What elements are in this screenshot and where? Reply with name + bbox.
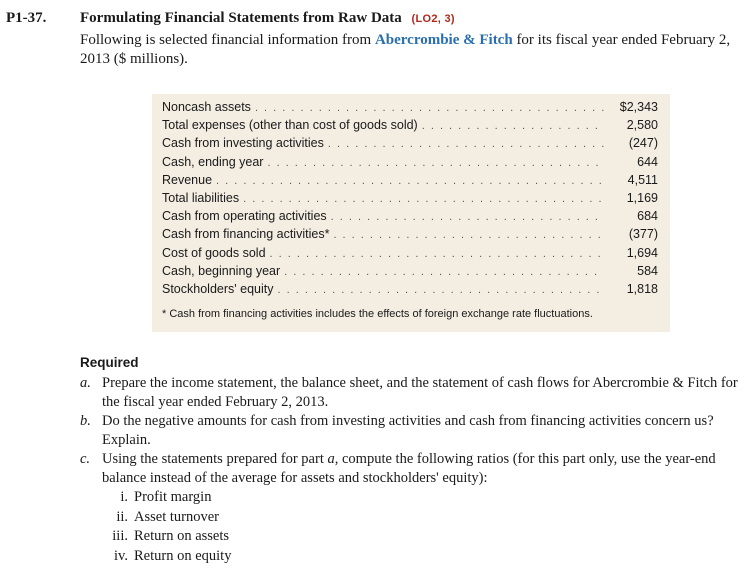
item-text <box>102 450 740 488</box>
required-item <box>80 412 740 450</box>
financial-data-table <box>162 100 658 300</box>
row-label: Stockholders' equity <box>162 281 274 296</box>
ratio-numeral: ii. <box>116 508 128 525</box>
row-value: 1,694 <box>626 245 658 260</box>
ratio-item <box>102 527 740 547</box>
ratio-item <box>102 508 740 528</box>
financial-data-panel <box>152 94 670 332</box>
table-row <box>162 282 658 300</box>
table-row <box>162 246 658 264</box>
row-label: Total expenses (other than cost of goods sold) <box>162 118 418 133</box>
row-value: 4,511 <box>627 172 658 187</box>
leader-dots <box>284 266 604 278</box>
row-label: Cost of goods sold <box>162 245 266 260</box>
problem-title-text: Formulating Financial Statements from Raw Data <box>80 10 402 26</box>
table-row <box>162 191 658 209</box>
leader-dots <box>270 248 604 260</box>
row-label: Cash from operating activities <box>162 209 327 224</box>
row-label: Cash from financing activities* <box>162 227 330 242</box>
row-value: 2,580 <box>626 118 658 133</box>
row-label: Noncash assets <box>162 100 251 114</box>
table-row <box>162 264 658 282</box>
problem-number: P1-37. <box>6 10 47 26</box>
row-label: Cash, ending year <box>162 154 264 169</box>
required-item <box>80 374 740 412</box>
row-value: $2,343 <box>619 100 658 114</box>
leader-dots <box>331 211 604 223</box>
item-letter: a. <box>80 375 91 391</box>
row-value: 1,169 <box>626 190 658 205</box>
table-row <box>162 100 658 118</box>
company-name: Abercrombie & Fitch <box>374 32 513 48</box>
problem-title <box>80 10 455 27</box>
item-letter: c. <box>80 451 91 467</box>
item-text-before: Using the statements prepared for part <box>102 451 328 467</box>
ratio-numeral: iii. <box>112 528 128 544</box>
table-footnote: * Cash from financing activities includes the effects of foreign exchange rate fluctuations. <box>162 308 593 320</box>
item-text: Prepare the income statement, the balance sheet, and the statement of cash flows for Abercrombie & Fitch for the fiscal year ended February 2, 2013. <box>102 375 738 410</box>
item-text-after: , compute the following ratios (for this part only, use the year-end balance instead of the average for assets and stockholders' equity): <box>102 451 716 486</box>
required-item <box>80 450 740 488</box>
leader-dots <box>255 102 604 114</box>
ratio-label: Asset turnover <box>134 508 219 525</box>
part-reference: a <box>327 451 335 467</box>
leader-dots <box>243 193 604 205</box>
required-list <box>80 374 740 566</box>
intro-text-before: Following is selected financial information from <box>80 32 375 48</box>
row-value: 584 <box>637 263 658 278</box>
item-text: Do the negative amounts for cash from investing activities and cash from financing activities concern us? Explain. <box>102 413 714 448</box>
leader-dots <box>267 157 604 169</box>
table-row <box>162 118 658 136</box>
problem-intro <box>80 31 745 69</box>
leader-dots <box>216 175 604 187</box>
table-row <box>162 209 658 227</box>
row-label: Cash, beginning year <box>162 263 281 278</box>
table-row <box>162 173 658 191</box>
ratio-item <box>102 488 740 508</box>
row-label: Revenue <box>162 172 213 187</box>
ratio-numeral: iv. <box>114 547 128 564</box>
row-label: Cash from investing activities <box>162 136 324 151</box>
row-value: 644 <box>637 154 658 169</box>
leader-dots <box>328 138 604 150</box>
ratio-label: Profit margin <box>134 489 212 505</box>
leader-dots <box>422 120 604 132</box>
learning-objectives: (LO2, 3) <box>411 13 455 25</box>
ratio-label: Return on equity <box>134 547 232 564</box>
row-value: (247) <box>628 136 658 151</box>
item-letter: b. <box>80 413 91 429</box>
ratio-item <box>102 547 740 567</box>
row-label: Total liabilities <box>162 190 240 205</box>
table-row <box>162 136 658 154</box>
table-row <box>162 227 658 245</box>
required-heading: Required <box>80 355 139 370</box>
row-value: 1,818 <box>626 281 658 296</box>
ratio-list <box>102 488 740 566</box>
ratio-numeral: i. <box>120 489 128 505</box>
table-row <box>162 155 658 173</box>
leader-dots <box>277 284 604 296</box>
intro-text-after: for its fiscal year ended February 2, 2013 ($ millions). <box>80 32 731 67</box>
row-value: (377) <box>628 227 658 242</box>
leader-dots <box>333 229 604 241</box>
row-value: 684 <box>637 209 658 224</box>
ratio-label: Return on assets <box>134 528 230 544</box>
